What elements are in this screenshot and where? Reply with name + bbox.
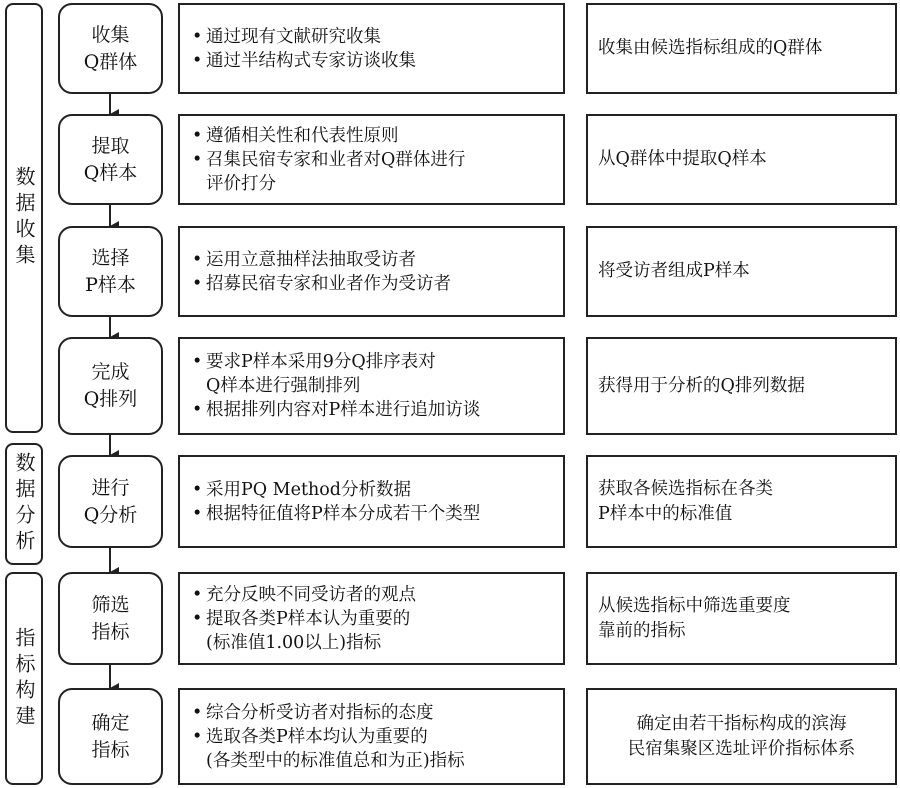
step-select-p-sample: 选择 P样本 <box>58 226 163 317</box>
bullet-item: • 招募民宿专家和业者作为受访者 <box>192 273 451 294</box>
step-q-analysis: 进行 Q分析 <box>58 455 163 548</box>
step-detail <box>178 114 565 205</box>
phase-label: 数据分析 <box>12 452 36 556</box>
bullet-item: • 遵循相关性和代表性原则 <box>192 125 399 146</box>
step-detail <box>178 688 565 785</box>
step-result: 从候选指标中筛选重要度 靠前的指标 <box>586 572 897 665</box>
bullet-item: • 采用PQ Method分析数据 <box>192 479 412 500</box>
bullet-item: • 通过半结构式专家访谈收集 <box>192 50 416 71</box>
bullet-item: • 运用立意抽样法抽取受访者 <box>192 249 416 270</box>
phase-label: 数据收集 <box>12 166 36 270</box>
bullet-item: • 召集民宿专家和业者对Q群体进行 评价打分 <box>192 149 466 194</box>
step-detail <box>178 226 565 317</box>
step-result: 从Q群体中提取Q样本 <box>586 114 897 205</box>
step-detail <box>178 3 565 94</box>
step-detail <box>178 337 565 435</box>
bullet-item: • 提取各类P样本认为重要的 (标准值1.00以上)指标 <box>192 608 411 653</box>
step-screen-indicators: 筛选 指标 <box>58 572 163 665</box>
step-detail <box>178 455 565 548</box>
bullet-item: • 选取各类P样本均认为重要的 (各类型中的标准值总和为正)指标 <box>192 726 465 771</box>
bullet-item: • 综合分析受访者对指标的态度 <box>192 702 434 723</box>
bullet-item: • 通过现有文献研究收集 <box>192 26 381 47</box>
step-complete-q-sort: 完成 Q排列 <box>58 337 163 435</box>
step-result: 获取各候选指标在各类 P样本中的标准值 <box>586 455 897 548</box>
step-extract-q-sample: 提取 Q样本 <box>58 114 163 205</box>
phase-label: 指标构建 <box>12 626 36 731</box>
step-collect-q-population: 收集 Q群体 <box>58 3 163 94</box>
bullet-item: • 根据排列内容对P样本进行追加访谈 <box>192 400 481 420</box>
bullet-item: • 根据特征值将P样本分成若干个类型 <box>192 503 481 524</box>
step-result: 获得用于分析的Q排列数据 <box>586 337 897 435</box>
step-result: 将受访者组成P样本 <box>586 226 897 317</box>
step-detail <box>178 572 565 665</box>
step-result: 确定由若干指标构成的滨海 民宿集聚区选址评价指标体系 <box>586 688 897 785</box>
bullet-item: • 要求P样本采用9分Q排序表对 Q样本进行强制排列 <box>192 352 436 396</box>
step-result: 收集由候选指标组成的Q群体 <box>586 3 897 94</box>
bullet-item: • 充分反映不同受访者的观点 <box>192 584 416 605</box>
step-determine-indicators: 确定 指标 <box>58 688 163 785</box>
